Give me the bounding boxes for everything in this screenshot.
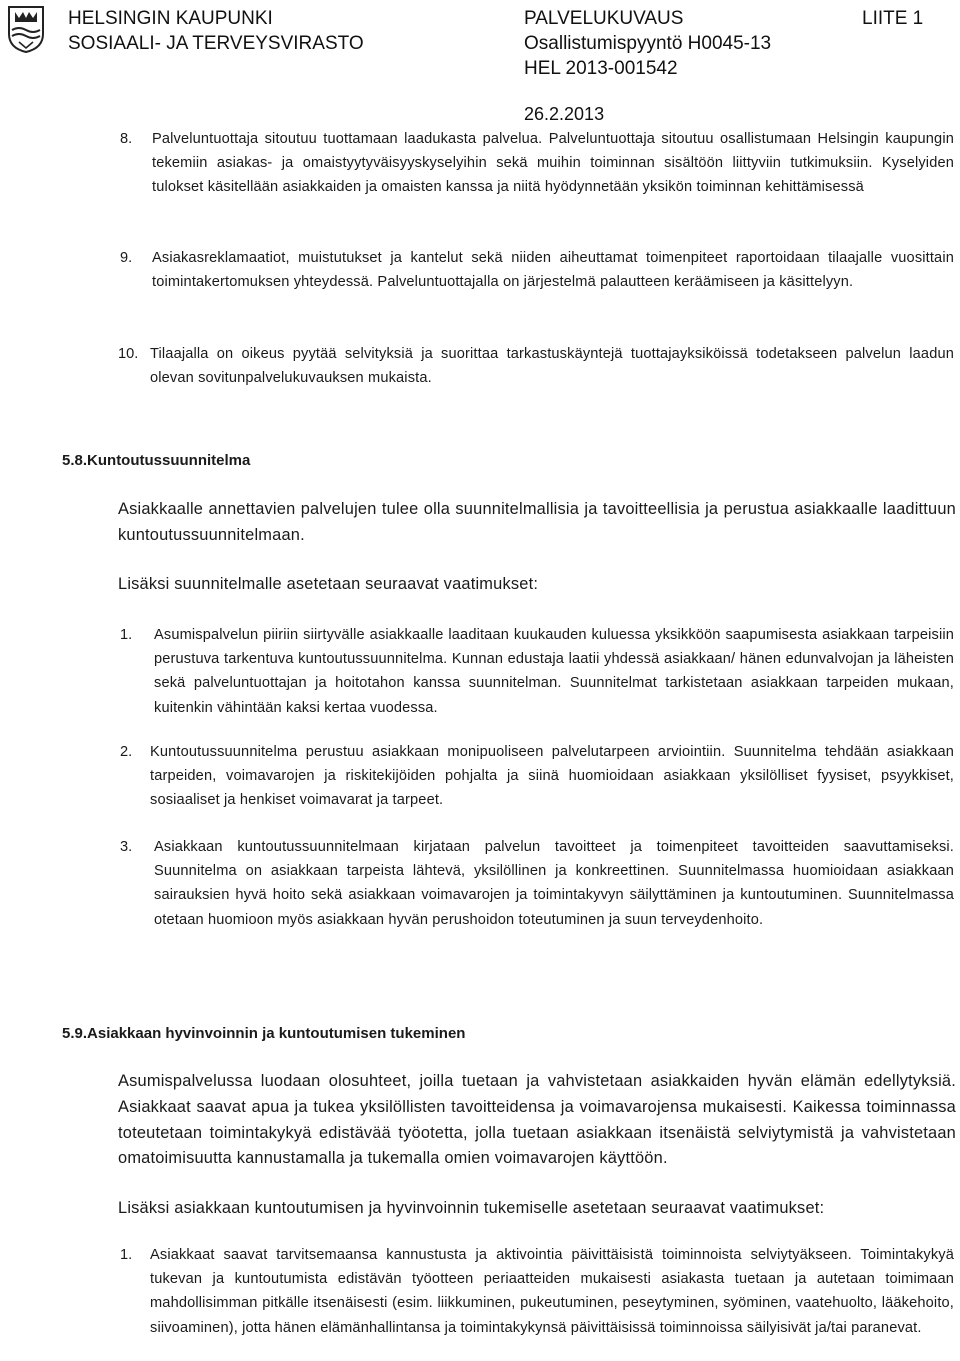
header-org-line1: HELSINGIN KAUPUNKI (68, 8, 273, 29)
header-doc-type: PALVELUKUVAUS (524, 8, 684, 29)
item-10-text: Tilaajalla on oikeus pyytää selvityksiä ja suorittaa tarkastuskäyntejä tuottajayksiköissä todetakseen palvelun laadun olevan sovitunpalvelukuvauksen mukaista. (150, 346, 954, 387)
section-59-intro: Asumispalvelussa luodaan olosuhteet, joilla tuetaan ja vahvistetaan asiakkaiden hyvän elämän edellytyksiä. Asiakkaat saavat apua ja tukea yksilöllisten tavoitteidensa ja voimavarojensa mukaisesti. Kaikessa toiminnassa toteutetaan toimintakykyä edistävää työotetta, jolla tuetaan asiakkaan itsenäistä selviytymistä ja vahvistetaan omatoimisuutta kannustamalla ja tukemalla omien voimavarojen käyttöön. (118, 1072, 956, 1168)
section-59-lead: Lisäksi asiakkaan kuntoutumisen ja hyvinvoinnin tukemiselle asetetaan seuraavat vaatimukset: (118, 1199, 825, 1217)
header-org-line2: SOSIAALI- JA TERVEYSVIRASTO (68, 33, 364, 54)
section-58-lead: Lisäksi suunnitelmalle asetetaan seuraavat vaatimukset: (118, 575, 539, 593)
section-58-number: 5.8. (62, 452, 88, 469)
section-58-item-2-number: 2. (120, 744, 133, 760)
section-59-item-1-number: 1. (120, 1247, 133, 1263)
item-10-number: 10. (118, 346, 139, 362)
section-58-heading (62, 450, 250, 472)
section-59-title: Asiakkaan hyvinvoinnin ja kuntoutumisen tukeminen (87, 1025, 466, 1042)
item-9-text: Asiakasreklamaatiot, muistutukset ja kantelut sekä niiden aiheuttamat toimenpiteet raportoidaan tilaajalle vuosittain toimintakertomuksen yhteydessä. Palveluntuottajalla on järjestelmä palautteen keräämiseen ja käsittelyyn. (152, 250, 954, 291)
section-58-item-3-number: 3. (120, 839, 133, 855)
header-attachment: LIITE 1 (862, 8, 924, 29)
header-request-id: Osallistumispyyntö H0045-13 (524, 33, 772, 54)
section-59-heading (62, 1023, 465, 1045)
header-document-info (524, 8, 771, 83)
helsinki-crest-logo (6, 4, 46, 54)
item-8-text: Palveluntuottaja sitoutuu tuottamaan laadukasta palvelua. Palveluntuottaja sitoutuu osallistumaan Helsingin kaupungin tekemiin asiakas- ja omaistyytyväisyyskyselyihin sekä muihin toiminnan sisältöön liittyviin tutkimuksiin. Kyselyiden tulokset käsitellään asiakkaiden ja omaisten kanssa ja niitä hyödynnetään yksikön toiminnan kehittämisessä (152, 131, 954, 196)
header-reference: HEL 2013-001542 (524, 58, 678, 79)
header-date: 26.2.2013 (524, 104, 605, 124)
section-59-item-1-text: Asiakkaat saavat tarvitsemaansa kannustusta ja aktivointia päivittäisistä toiminnoista selviytyäkseen. Toimintakykyä tukevan ja kuntoutumista edistävän työotteen periaatteiden mukaisesti asiakasta tuetaan ja autetaan toimimaan mahdollisimman pitkälle itsenäisesti (esim. liikkuminen, pukeutuminen, peseytyminen, syöminen, vaatehuolto, lääkehoito, siivoaminen), jotta hänen elämänhallintansa ja toimintakykynsä päivittäisissä toiminnoissa säilyisivät ja/tai paranevat. (150, 1247, 954, 1336)
item-8-number: 8. (120, 131, 133, 147)
section-58-item-2-text: Kuntoutussuunnitelma perustuu asiakkaan monipuoliseen palvelutarpeen arviointiin. Suunnitelma tehdään asiakkaan tarpeiden, voimavarojen ja riskitekijöiden pohjalta ja siinä huomioidaan asiakkaan yksilölliset fyysiset, psyykkiset, sosiaaliset ja henkiset voimavarat ja tarpeet. (150, 744, 954, 809)
section-58-item-1-number: 1. (120, 627, 133, 643)
section-58-intro: Asiakkaalle annettavien palvelujen tulee olla suunnitelmallisia ja tavoitteellisia ja perustua asiakkaalle laadittuun kuntoutussuunnitelmaan. (118, 500, 956, 544)
section-58-item-1-text: Asumispalvelun piiriin siirtyvälle asiakkaalle laaditaan kuukauden kuluessa yksikköön saapumisesta asiakkaan tarpeisiin perustuva tarkentuva kuntoutussuunnitelma. Kunnan edustaja laatii yhdessä asiakkaan/ hänen edunvalvojan ja läheisten sekä palveluntuottajan ja hoitotahon kanssa suunnitelman. Suunnitelmat tarkistetaan asiakkaan tarpeiden mukaan, kuitenkin vähintään kaksi kertaa vuodessa. (154, 627, 954, 716)
section-58-title: Kuntoutussuunnitelma (87, 452, 251, 469)
item-9-number: 9. (120, 250, 133, 266)
header-organization (68, 8, 364, 58)
section-58-item-3-text: Asiakkaan kuntoutussuunnitelmaan kirjataan palvelun tavoitteet ja toimenpiteet tavoitteiden saavuttamiseksi. Suunnitelma on asiakkaan tarpeista lähtevä, yksilöllinen ja konkreettinen. Suunnitelmassa huomioidaan asiakkaan sairauksien hyvä hoito sekä asiakkaan voimavarojen ja toimintakyvyn säilyttäminen ja kuntoutuminen. Suunnitelmassa otetaan huomioon myös asiakkaan hyvän perushoidon toteutuminen ja suun terveydenhoito. (154, 839, 954, 928)
section-59-number: 5.9. (62, 1025, 88, 1042)
